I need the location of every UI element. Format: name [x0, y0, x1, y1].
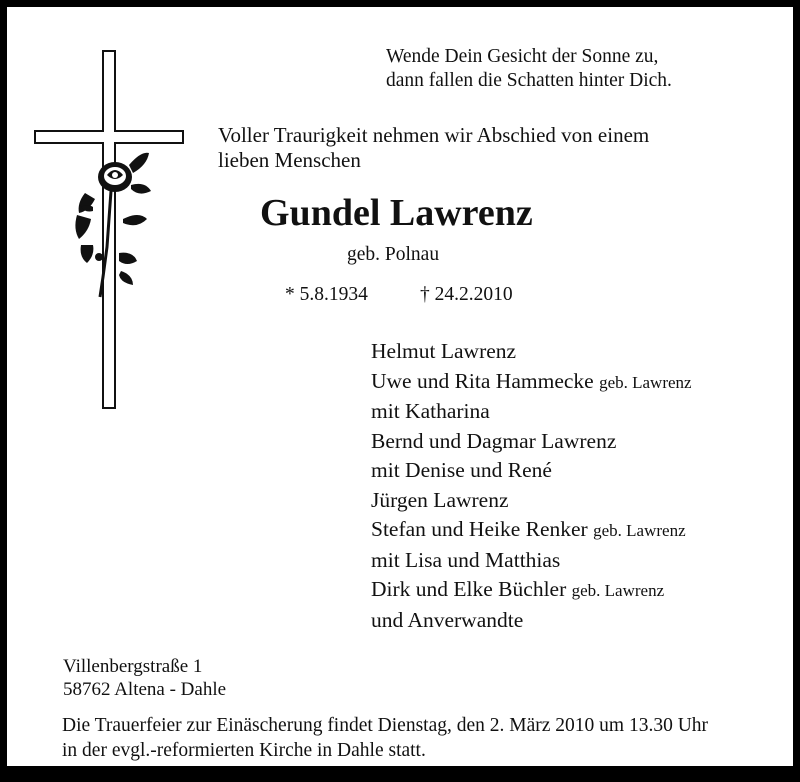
cross-with-rose-icon [7, 7, 207, 427]
mourner-name: und Anverwandte [371, 607, 524, 632]
motto-line: dann fallen die Schatten hinter Dich. [386, 70, 672, 91]
deceased-name: Gundel Lawrenz [260, 192, 533, 234]
mourner-row [371, 486, 692, 516]
birth-date: * 5.8.1934 [285, 284, 368, 305]
intro-text [218, 123, 649, 173]
mourner-row [371, 337, 692, 367]
mourner-name: mit Lisa und Matthias [371, 547, 561, 572]
funeral-service-info [62, 713, 708, 763]
motto-line: Wende Dein Gesicht der Sonne zu, [386, 46, 659, 67]
mourner-name: Helmut Lawrenz [371, 339, 517, 363]
mourner-row [371, 367, 692, 398]
service-line: Die Trauerfeier zur Einäscherung findet Dienstag, den 2. März 2010 um 13.30 Uhr [62, 715, 709, 736]
mourner-note: geb. Lawrenz [593, 521, 686, 540]
mourner-row [371, 546, 692, 576]
mourner-name: mit Katharina [371, 399, 490, 423]
mourner-row [371, 397, 692, 427]
obituary-notice [7, 7, 793, 766]
address-street: Villenbergstraße 1 [63, 656, 203, 677]
mourner-name: Jürgen Lawrenz [371, 487, 509, 512]
motto-verse [386, 45, 672, 93]
mourner-name: Stefan und Heike Renker [371, 517, 588, 541]
intro-line: lieben Menschen [218, 148, 361, 172]
intro-line: Voller Traurigkeit nehmen wir Abschied von einem [218, 123, 650, 147]
mourner-name: mit Denise und René [371, 458, 552, 482]
mourner-name: Uwe und Rita Hammecke [371, 368, 594, 393]
mourner-note: geb. Lawrenz [571, 581, 665, 600]
mourner-name: Dirk und Elke Büchler [371, 577, 567, 601]
mourner-row [371, 606, 692, 636]
mourner-note: geb. Lawrenz [599, 372, 692, 392]
maiden-name: geb. Polnau [347, 244, 440, 265]
death-date: † 24.2.2010 [420, 284, 513, 305]
mourner-row [371, 575, 692, 606]
address-block [63, 655, 226, 701]
service-line: in der evgl.-reformierten Kirche in Dahle statt. [62, 740, 426, 761]
mourner-name: Bernd und Dagmar Lawrenz [371, 428, 617, 453]
address-city: 58762 Altena - Dahle [63, 679, 227, 700]
mourner-row [371, 515, 692, 546]
mourner-row [371, 427, 692, 457]
mourner-row [371, 456, 692, 486]
mourners-list [371, 337, 692, 635]
